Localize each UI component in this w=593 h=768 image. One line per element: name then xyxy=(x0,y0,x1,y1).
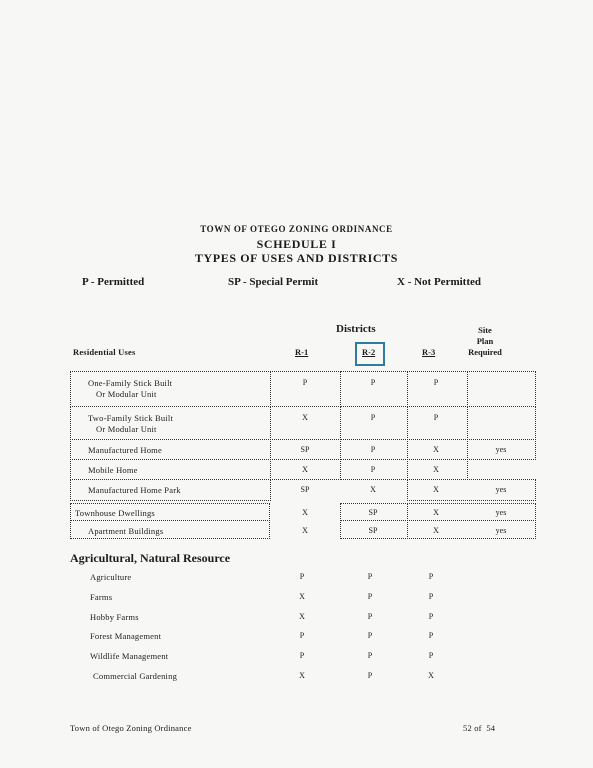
use-label: Manufactured Home Park xyxy=(88,485,181,495)
r2-value: P xyxy=(370,413,376,422)
r1-value: X xyxy=(302,413,308,422)
r3-value: P xyxy=(428,592,434,601)
ordinance-title: TOWN OF OTEGO ZONING ORDINANCE xyxy=(200,224,393,234)
r3-value: X xyxy=(433,465,439,474)
r1-value: X xyxy=(302,508,308,517)
use-label: Hobby Farms xyxy=(90,612,139,622)
r3-value: X xyxy=(433,508,439,517)
r1-value: SP xyxy=(300,445,310,454)
r2-value: SP xyxy=(368,526,378,535)
section-label-residential: Residential Uses xyxy=(73,347,136,357)
site-plan-value: yes xyxy=(495,485,507,494)
r2-highlight-box xyxy=(355,342,385,366)
r2-value: P xyxy=(367,592,373,601)
r2-value: X xyxy=(370,485,376,494)
use-label: One-Family Stick Built xyxy=(88,378,173,388)
r3-value: X xyxy=(433,485,439,494)
r3-value: P xyxy=(433,378,439,387)
table-cell xyxy=(467,371,536,407)
r3-value: P xyxy=(433,413,439,422)
use-label-line2: Or Modular Unit xyxy=(96,389,157,399)
use-label: Farms xyxy=(90,592,113,602)
site-plan-line-3: Required xyxy=(468,347,502,357)
site-plan-line-2: Plan xyxy=(476,336,494,346)
r3-value: P xyxy=(428,612,434,621)
r1-value: X xyxy=(302,465,308,474)
table-cell xyxy=(270,371,341,407)
r2-value: P xyxy=(367,612,373,621)
column-r3: R-3 xyxy=(422,347,436,357)
legend-permitted: P - Permitted xyxy=(82,276,145,288)
legend-special-permit: SP - Special Permit xyxy=(228,276,319,288)
page-number: 52 of 54 xyxy=(463,723,496,733)
r3-value: P xyxy=(428,651,434,660)
r3-value: X xyxy=(428,671,434,680)
legend-not-permitted: X - Not Permitted xyxy=(397,276,481,288)
site-plan-line-1: Site xyxy=(478,325,492,335)
r1-value: X xyxy=(302,526,308,535)
column-r1: R-1 xyxy=(295,347,309,357)
r1-value: SP xyxy=(300,485,310,494)
site-plan-value: yes xyxy=(495,445,507,454)
r1-value: P xyxy=(299,631,305,640)
table-cell xyxy=(407,406,468,440)
use-label: Two-Family Stick Built xyxy=(88,413,174,423)
use-label-line2: Or Modular Unit xyxy=(96,424,157,434)
r1-value: X xyxy=(299,671,305,680)
table-cell xyxy=(467,406,536,440)
page-title: TYPES OF USES AND DISTRICTS xyxy=(194,251,399,265)
r1-value: X xyxy=(299,592,305,601)
table-cell xyxy=(340,371,408,407)
site-plan-value: yes xyxy=(495,508,507,517)
section-heading-agricultural: Agricultural, Natural Resource xyxy=(70,551,231,565)
use-label: Apartment Buildings xyxy=(88,526,164,536)
table-cell xyxy=(270,406,341,440)
use-label: Manufactured Home xyxy=(88,445,162,455)
r2-value: P xyxy=(370,378,376,387)
r3-value: X xyxy=(433,526,439,535)
footer-title: Town of Otego Zoning Ordinance xyxy=(70,723,192,733)
r2-value: P xyxy=(367,572,373,581)
use-label: Mobile Home xyxy=(88,465,138,475)
table-cell xyxy=(407,371,468,407)
r1-value: P xyxy=(302,378,308,387)
r2-value: P xyxy=(370,465,376,474)
r2-value: P xyxy=(367,631,373,640)
table-cell xyxy=(340,406,408,440)
r1-value: X xyxy=(299,612,305,621)
r1-value: P xyxy=(299,651,305,660)
r2-value: P xyxy=(370,445,376,454)
column-r2: R-2 xyxy=(362,347,376,357)
site-plan-header xyxy=(460,325,510,358)
use-label: Townhouse Dwellings xyxy=(75,508,155,518)
use-label: Wildlife Management xyxy=(90,651,169,661)
use-label: Commercial Gardening xyxy=(93,671,178,681)
r3-value: P xyxy=(428,631,434,640)
r2-value: P xyxy=(367,651,373,660)
r3-value: P xyxy=(428,572,434,581)
r3-value: X xyxy=(433,445,439,454)
districts-label: Districts xyxy=(336,323,376,335)
r2-value: SP xyxy=(368,508,378,517)
use-label: Agriculture xyxy=(90,572,132,582)
site-plan-value: yes xyxy=(495,526,507,535)
schedule-title: SCHEDULE I xyxy=(256,237,337,251)
r1-value: P xyxy=(299,572,305,581)
table-cell xyxy=(70,406,271,440)
r2-value: P xyxy=(367,671,373,680)
use-label: Forest Management xyxy=(90,631,162,641)
